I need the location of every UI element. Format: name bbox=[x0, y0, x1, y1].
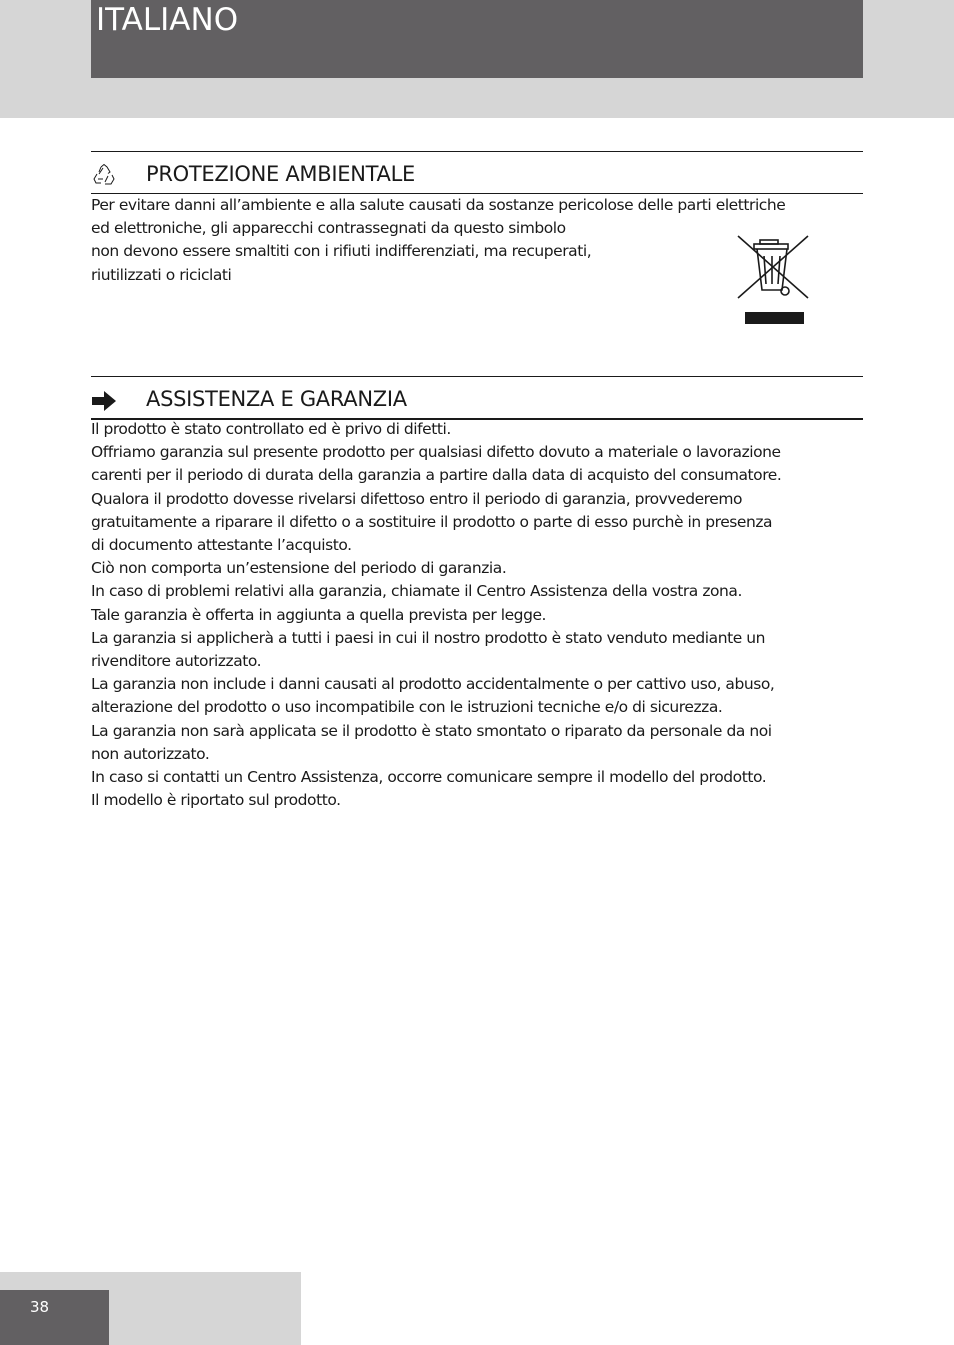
text-line: gratuitamente a riparare il difetto o a sostituire il prodotto o parte di esso purchè in presenza bbox=[91, 512, 773, 531]
text-line: In caso si contatti un Centro Assistenza, occorre comunicare sempre il modello del prodotto. bbox=[91, 768, 767, 787]
text-line: Il prodotto è stato controllato ed è privo di difetti. bbox=[91, 420, 451, 438]
text-line: La garanzia si applicherà a tutti i paesi in cui il nostro prodotto è stato venduto mediante un bbox=[91, 628, 766, 647]
text-line: Il modello è riportato sul prodotto. bbox=[91, 791, 341, 810]
text-line: di documento attestante l’acquisto. bbox=[91, 536, 352, 555]
text-line: carenti per il periodo di durata della garanzia a partire dalla data di acquisto del consumatore. bbox=[91, 466, 782, 485]
crossed-out-wheelie-bin-icon bbox=[736, 234, 812, 330]
section-top-rule bbox=[91, 376, 863, 377]
page-number: 38 bbox=[30, 1298, 50, 1316]
text-line: Qualora il prodotto dovesse rivelarsi difettoso entro il periodo di garanzia, provvederemo bbox=[91, 489, 743, 508]
recycle-icon bbox=[91, 163, 117, 193]
section-title: PROTEZIONE AMBIENTALE bbox=[146, 162, 415, 186]
arrow-right-icon bbox=[91, 390, 117, 416]
language-bar bbox=[91, 0, 863, 78]
section-title: ASSISTENZA E GARANZIA bbox=[146, 387, 407, 411]
text-line: Tale garanzia è offerta in aggiunta a quella prevista per legge. bbox=[91, 605, 547, 624]
text-line: ed elettroniche, gli apparecchi contrassegnati da questo simbolo bbox=[91, 219, 566, 238]
page-number-box bbox=[0, 1290, 109, 1345]
section-top-rule bbox=[91, 151, 863, 152]
text-line: Offriamo garanzia sul presente prodotto per qualsiasi difetto dovuto a materiale o lavorazione bbox=[91, 443, 781, 462]
text-line: Per evitare danni all’ambiente e alla salute causati da sostanze pericolose delle parti elettriche bbox=[91, 196, 786, 214]
text-line: Ciò non comporta un’estensione del periodo di garanzia. bbox=[91, 559, 507, 578]
text-line: In caso di problemi relativi alla garanzia, chiamate il Centro Assistenza della vostra zona. bbox=[91, 582, 742, 601]
text-line: riutilizzati o riciclati bbox=[91, 265, 232, 284]
text-line: non autorizzato. bbox=[91, 744, 210, 763]
language-title: ITALIANO bbox=[96, 2, 239, 38]
text-line: alterazione del prodotto o uso incompatibile con le istruzioni tecniche e/o di sicurezza. bbox=[91, 698, 723, 717]
text-line: non devono essere smaltiti con i rifiuti indifferenziati, ma recuperati, bbox=[91, 242, 592, 261]
text-line: La garanzia non sarà applicata se il prodotto è stato smontato o riparato da personale da noi bbox=[91, 721, 772, 740]
warranty-section bbox=[91, 376, 863, 816]
text-line: rivenditore autorizzato. bbox=[91, 652, 262, 671]
text-line: La garanzia non include i danni causati al prodotto accidentalmente o per cattivo uso, abuso, bbox=[91, 675, 775, 694]
warranty-text bbox=[91, 418, 881, 812]
